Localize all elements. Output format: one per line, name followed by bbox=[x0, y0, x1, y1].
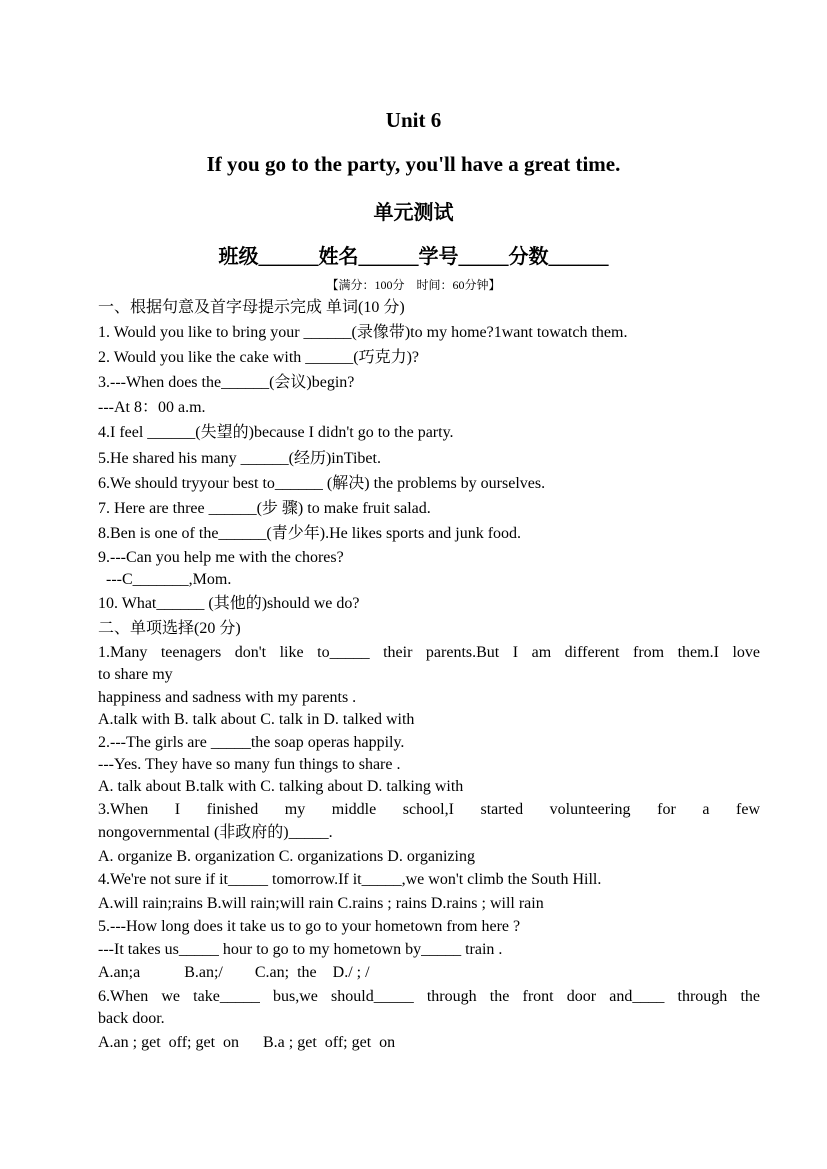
section1-line: 4.I feel ______(失望的)because I didn't go to the party. bbox=[98, 424, 454, 441]
section1-line: ---C_______,Mom. bbox=[98, 571, 232, 588]
section2-line: ---Yes. They have so many fun things to share . bbox=[98, 756, 401, 773]
section1-line: 9.---Can you help me with the chores? bbox=[98, 549, 344, 566]
section2-line: A.will rain;rains B.will rain;will rain C.rains ; rains D.rains ; will rain bbox=[98, 895, 544, 912]
unit-subtitle: If you go to the party, you'll have a great time. bbox=[206, 152, 621, 176]
section2-line: ---It takes us_____ hour to go to my hometown by_____ train . bbox=[98, 941, 503, 958]
section1-line: 2. Would you like the cake with ______(巧克力)? bbox=[98, 349, 420, 366]
section2-line: A. organize B. organization C. organizations D. organizing bbox=[98, 848, 475, 865]
score-note: 【满分：100分 时间：60分钟】 bbox=[326, 278, 501, 292]
section1-line: 10. What______ (其他的)should we do? bbox=[98, 595, 360, 612]
section2-line: A. talk about B.talk with C. talking about D. talking with bbox=[98, 778, 464, 795]
section2-line: 1.Many teenagers don't like to_____ their parents.But I am different from them.I love bbox=[98, 644, 760, 661]
section1-heading: 一、根据句意及首字母提示完成 单词(10 分) bbox=[98, 299, 405, 316]
section1-line: ---At 8：00 a.m. bbox=[98, 399, 206, 416]
section1-line: 3.---When does the______(会议)begin? bbox=[98, 374, 355, 391]
section2-line: nongovernmental (非政府的)_____. bbox=[98, 824, 333, 841]
student-info-line: 班级______姓名______学号_____分数______ bbox=[218, 246, 609, 268]
section2-line: 4.We're not sure if it_____ tomorrow.If it_____,we won't climb the South Hill. bbox=[98, 871, 602, 888]
section1-line: 5.He shared his many ______(经历)inTibet. bbox=[98, 450, 381, 467]
section2-line: A.an;a B.an;/ C.an; the D./ ; / bbox=[98, 964, 370, 981]
unit-title: Unit 6 bbox=[385, 108, 442, 132]
section1-line: 1. Would you like to bring your ______(录像带)to my home?1want towatch them. bbox=[98, 324, 628, 341]
section2-line: to share my bbox=[98, 666, 173, 683]
section1-line: 6.We should tryyour best to______ (解决) the problems by ourselves. bbox=[98, 475, 546, 492]
section1-line: 8.Ben is one of the______(青少年).He likes sports and junk food. bbox=[98, 525, 522, 542]
section2-line: back door. bbox=[98, 1010, 165, 1027]
section2-line: 6.When we take_____ bus,we should_____ through the front door and____ through the bbox=[98, 988, 760, 1005]
section2-line: A.an ; get off; get on B.a ; get off; get on bbox=[98, 1034, 396, 1051]
section2-line: A.talk with B. talk about C. talk in D. talked with bbox=[98, 711, 415, 728]
section2-line: 3.When I finished my middle school,I started volunteering for a few bbox=[98, 801, 760, 818]
section2-line: 5.---How long does it take us to go to your hometown from here ? bbox=[98, 918, 521, 935]
section2-heading: 二、单项选择(20 分) bbox=[98, 620, 241, 637]
section2-line: 2.---The girls are _____the soap operas happily. bbox=[98, 734, 405, 751]
section1-line: 7. Here are three ______(步 骤) to make fruit salad. bbox=[98, 500, 431, 517]
section2-line: happiness and sadness with my parents . bbox=[98, 689, 357, 706]
test-name: 单元测试 bbox=[373, 202, 454, 224]
